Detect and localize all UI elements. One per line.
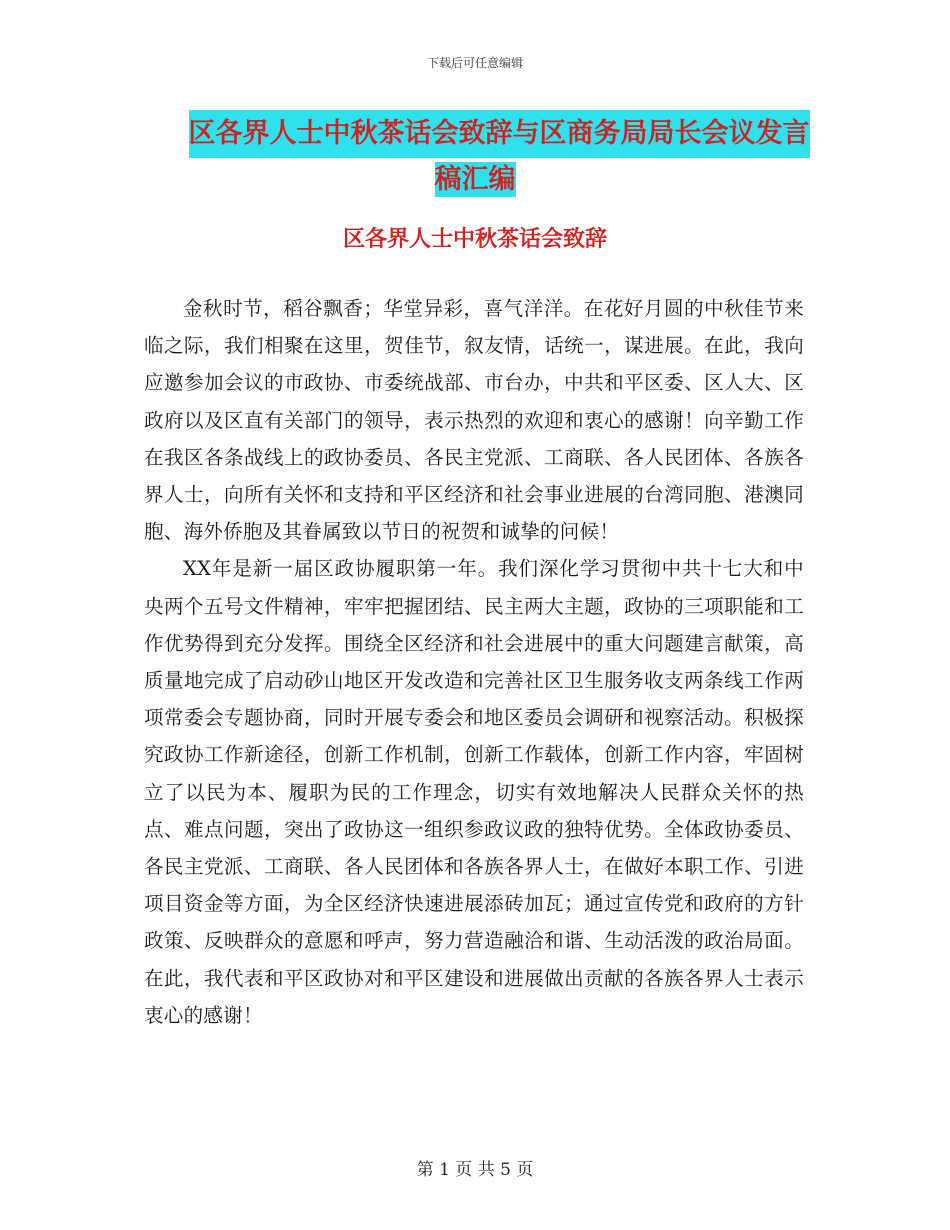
section-title: 区各界人士中秋茶话会致辞: [342, 226, 607, 252]
document-title: [0, 110, 950, 202]
document-body: [144, 290, 804, 1034]
body-paragraph: 金秋时节，稻谷飘香；华堂异彩，喜气洋洋。在花好月圆的中秋佳节来临之际，我们相聚在这里，贺佳节，叙友情，话统一，谋进展。在此，我向应邀参加会议的市政协、市委统战部、市台办，中共和平区委、区人大、区政府以及区直有关部门的领导，表示热烈的欢迎和衷心的感谢！向辛勤工作在我区各条战线上的政协委员、各民主党派、工商联、各人民团体、各族各界人士，向所有关怀和支持和平区经济和社会事业进展的台湾同胞、港澳同胞、海外侨胞及其眷属致以节日的祝贺和诚挚的问候！: [144, 297, 804, 544]
document-title-line-2: 稿汇编: [434, 164, 516, 195]
document-title-line-1: 区各界人士中秋茶话会致辞与区商务局局长会议发言: [189, 110, 810, 158]
page-header-note: 下载后可任意编辑: [426, 56, 523, 70]
page-number: 第 1 页 共 5 页: [416, 1160, 534, 1180]
body-paragraph: XX年是新一届区政协履职第一年。我们深化学习贯彻中共十七大和中央两个五号文件精神，牢牢把握团结、民主两大主题，政协的三项职能和工作优势得到充分发挥。围绕全区经济和社会进展中的重大问题建言献策，高质量地完成了启动砂山地区开发改造和完善社区卫生服务收支两条线工作两项常委会专题协商，同时开展专委会和地区委员会调研和视察活动。积极探究政协工作新途径，创新工作机制，创新工作载体，创新工作内容，牢固树立了以民为本、履职为民的工作理念，切实有效地解决人民群众关怀的热点、难点问题，突出了政协这一组织参政议政的独特优势。全体政协委员、各民主党派、工商联、各人民团体和各族各界人士，在做好本职工作、引进项目资金等方面，为全区经济快速进展添砖加瓦；通过宣传党和政府的方针政策、反映群众的意愿和呼声，努力营造融洽和谐、生动活泼的政治局面。在此，我代表和平区政协对和平区建设和进展做出贡献的各族各界人士表示衷心的感谢！: [144, 557, 804, 1027]
